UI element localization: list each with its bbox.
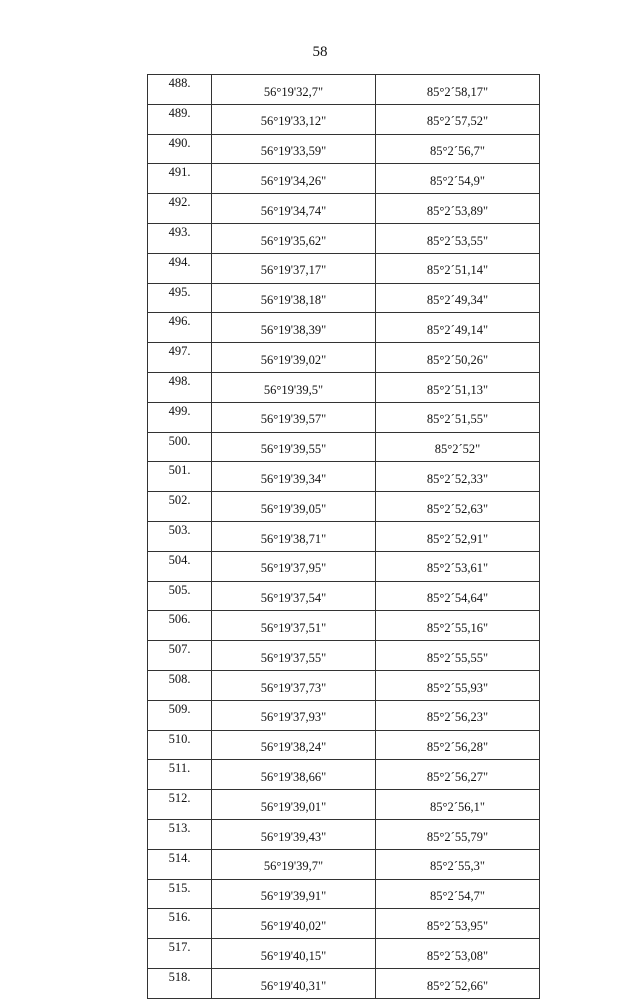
latitude-cell: 56°19'39,43" (212, 819, 376, 849)
latitude-cell: 56°19'34,74" (212, 194, 376, 224)
longitude-cell: 85°2´52,91" (376, 521, 540, 551)
longitude-cell: 85°2´55,3" (376, 849, 540, 879)
latitude-cell: 56°19'38,71" (212, 521, 376, 551)
table-row (148, 104, 540, 134)
point-number-cell: 494. (148, 253, 212, 283)
point-number-cell: 499. (148, 402, 212, 432)
latitude-cell: 56°19'37,51" (212, 611, 376, 641)
longitude-cell: 85°2´53,08" (376, 939, 540, 969)
latitude-cell: 56°19'39,7" (212, 849, 376, 879)
latitude-cell: 56°19'40,15" (212, 939, 376, 969)
longitude-cell: 85°2´49,34" (376, 283, 540, 313)
point-number-cell: 515. (148, 879, 212, 909)
latitude-cell: 56°19'40,31" (212, 968, 376, 998)
point-number-cell: 500. (148, 432, 212, 462)
table-row (148, 462, 540, 492)
table-row (148, 641, 540, 671)
latitude-cell: 56°19'39,55" (212, 432, 376, 462)
point-number-cell: 489. (148, 104, 212, 134)
longitude-cell: 85°2´55,79" (376, 819, 540, 849)
latitude-cell: 56°19'37,93" (212, 700, 376, 730)
longitude-cell: 85°2´56,23" (376, 700, 540, 730)
latitude-cell: 56°19'37,17" (212, 253, 376, 283)
longitude-cell: 85°2´53,89" (376, 194, 540, 224)
longitude-cell: 85°2´57,52" (376, 104, 540, 134)
latitude-cell: 56°19'39,91" (212, 879, 376, 909)
longitude-cell: 85°2´50,26" (376, 343, 540, 373)
latitude-cell: 56°19'38,18" (212, 283, 376, 313)
point-number-cell: 511. (148, 760, 212, 790)
table-row (148, 849, 540, 879)
point-number-cell: 498. (148, 372, 212, 402)
latitude-cell: 56°19'37,54" (212, 581, 376, 611)
longitude-cell: 85°2´52" (376, 432, 540, 462)
longitude-cell: 85°2´55,55" (376, 641, 540, 671)
table-row (148, 879, 540, 909)
point-number-cell: 488. (148, 75, 212, 105)
point-number-cell: 493. (148, 223, 212, 253)
latitude-cell: 56°19'39,05" (212, 492, 376, 522)
latitude-cell: 56°19'38,66" (212, 760, 376, 790)
longitude-cell: 85°2´52,63" (376, 492, 540, 522)
page-number: 58 (312, 44, 328, 60)
latitude-cell: 56°19'34,26" (212, 164, 376, 194)
longitude-cell: 85°2´54,9" (376, 164, 540, 194)
point-number-cell: 508. (148, 670, 212, 700)
table-row (148, 521, 540, 551)
table-row (148, 75, 540, 105)
longitude-cell: 85°2´53,55" (376, 223, 540, 253)
point-number-cell: 504. (148, 551, 212, 581)
latitude-cell: 56°19'33,59" (212, 134, 376, 164)
point-number-cell: 503. (148, 521, 212, 551)
table-row (148, 134, 540, 164)
longitude-cell: 85°2´55,93" (376, 670, 540, 700)
table-row (148, 164, 540, 194)
point-number-cell: 496. (148, 313, 212, 343)
longitude-cell: 85°2´55,16" (376, 611, 540, 641)
longitude-cell: 85°2´54,7" (376, 879, 540, 909)
latitude-cell: 56°19'35,62" (212, 223, 376, 253)
longitude-cell: 85°2´51,13" (376, 372, 540, 402)
table-row (148, 700, 540, 730)
point-number-cell: 516. (148, 909, 212, 939)
longitude-cell: 85°2´58,17" (376, 75, 540, 105)
latitude-cell: 56°19'39,5" (212, 372, 376, 402)
point-number-cell: 510. (148, 730, 212, 760)
table-row (148, 581, 540, 611)
table-row (148, 283, 540, 313)
point-number-cell: 512. (148, 790, 212, 820)
coordinates-table-body (148, 75, 540, 999)
latitude-cell: 56°19'39,02" (212, 343, 376, 373)
table-row (148, 223, 540, 253)
latitude-cell: 56°19'40,02" (212, 909, 376, 939)
point-number-cell: 492. (148, 194, 212, 224)
table-row (148, 968, 540, 998)
table-row (148, 730, 540, 760)
point-number-cell: 506. (148, 611, 212, 641)
longitude-cell: 85°2´56,1" (376, 790, 540, 820)
point-number-cell: 490. (148, 134, 212, 164)
longitude-cell: 85°2´56,28" (376, 730, 540, 760)
longitude-cell: 85°2´52,33" (376, 462, 540, 492)
longitude-cell: 85°2´53,95" (376, 909, 540, 939)
latitude-cell: 56°19'37,95" (212, 551, 376, 581)
table-row (148, 343, 540, 373)
latitude-cell: 56°19'38,24" (212, 730, 376, 760)
latitude-cell: 56°19'39,01" (212, 790, 376, 820)
table-row (148, 194, 540, 224)
table-row (148, 402, 540, 432)
table-row (148, 492, 540, 522)
latitude-cell: 56°19'37,73" (212, 670, 376, 700)
table-row (148, 670, 540, 700)
point-number-cell: 495. (148, 283, 212, 313)
table-row (148, 313, 540, 343)
point-number-cell: 491. (148, 164, 212, 194)
latitude-cell: 56°19'32,7" (212, 75, 376, 105)
latitude-cell: 56°19'33,12" (212, 104, 376, 134)
table-row (148, 611, 540, 641)
latitude-cell: 56°19'39,57" (212, 402, 376, 432)
table-row (148, 909, 540, 939)
point-number-cell: 517. (148, 939, 212, 969)
point-number-cell: 509. (148, 700, 212, 730)
table-row (148, 790, 540, 820)
table-row (148, 432, 540, 462)
longitude-cell: 85°2´56,27" (376, 760, 540, 790)
point-number-cell: 507. (148, 641, 212, 671)
table-row (148, 760, 540, 790)
longitude-cell: 85°2´54,64" (376, 581, 540, 611)
longitude-cell: 85°2´53,61" (376, 551, 540, 581)
table-row (148, 551, 540, 581)
point-number-cell: 501. (148, 462, 212, 492)
latitude-cell: 56°19'37,55" (212, 641, 376, 671)
table-row (148, 819, 540, 849)
point-number-cell: 505. (148, 581, 212, 611)
latitude-cell: 56°19'39,34" (212, 462, 376, 492)
latitude-cell: 56°19'38,39" (212, 313, 376, 343)
table-row (148, 253, 540, 283)
longitude-cell: 85°2´56,7" (376, 134, 540, 164)
point-number-cell: 502. (148, 492, 212, 522)
longitude-cell: 85°2´51,14" (376, 253, 540, 283)
table-row (148, 372, 540, 402)
longitude-cell: 85°2´49,14" (376, 313, 540, 343)
point-number-cell: 514. (148, 849, 212, 879)
longitude-cell: 85°2´51,55" (376, 402, 540, 432)
table-row (148, 939, 540, 969)
coordinates-table (147, 74, 540, 999)
point-number-cell: 518. (148, 968, 212, 998)
longitude-cell: 85°2´52,66" (376, 968, 540, 998)
point-number-cell: 513. (148, 819, 212, 849)
point-number-cell: 497. (148, 343, 212, 373)
